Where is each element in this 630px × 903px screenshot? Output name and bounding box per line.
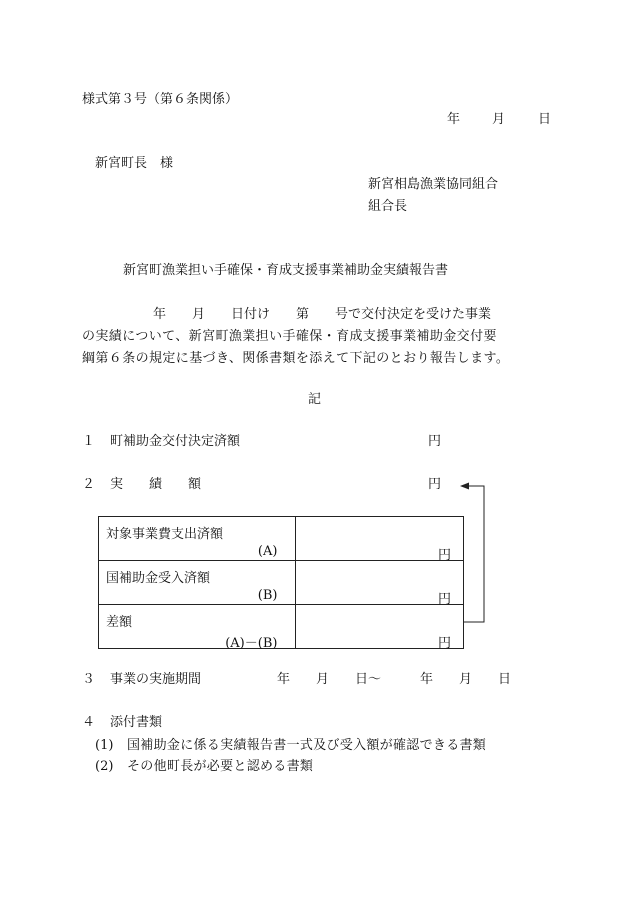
attachment-text: 国補助金に係る実績報告書一式及び受入額が確認できる書類 bbox=[127, 738, 487, 753]
form-header: 様式第３号（第６条関係） bbox=[82, 92, 239, 107]
row-name: 国補助金受入済額 bbox=[106, 571, 211, 586]
attachment-number: (1) bbox=[95, 738, 114, 753]
row-name: 差額 bbox=[106, 615, 133, 630]
attachment-text: その他町長が必要と認める書類 bbox=[127, 759, 314, 774]
date-day: 日 bbox=[538, 112, 552, 127]
row-value-cell bbox=[296, 561, 464, 605]
row-label-cell bbox=[99, 561, 296, 605]
row-unit: 円 bbox=[437, 636, 451, 651]
item-3-label: 事業の実施期間 bbox=[110, 672, 202, 687]
body-line-3: 綱第６条の規定に基づき、関係書類を添えて下記のとおり報告します。 bbox=[82, 351, 510, 366]
difference-arrow-icon bbox=[460, 480, 500, 630]
item-3-period: 年 月 日～ 年 月 日 bbox=[277, 672, 512, 687]
table-row bbox=[99, 517, 464, 561]
row-code: (A)－(B) bbox=[225, 636, 278, 651]
row-unit: 円 bbox=[437, 592, 451, 607]
row-unit: 円 bbox=[437, 548, 451, 563]
body-line-2: の実績について、新宮町漁業担い手確保・育成支援事業補助金交付要 bbox=[82, 329, 497, 344]
document-title: 新宮町漁業担い手確保・育成支援事業補助金実績報告書 bbox=[123, 263, 449, 278]
row-value-cell bbox=[296, 517, 464, 561]
item-2-unit: 円 bbox=[428, 477, 442, 492]
row-code: (A) bbox=[257, 544, 278, 559]
item-3-number: ３ bbox=[82, 672, 96, 687]
row-name: 対象事業費支出済額 bbox=[106, 527, 224, 542]
row-value-cell bbox=[296, 605, 464, 649]
item-4-label: 添付書類 bbox=[110, 715, 163, 730]
date-month: 月 bbox=[492, 112, 506, 127]
item-2-label: 実 績 額 bbox=[110, 477, 202, 492]
attachment-number: (2) bbox=[95, 759, 114, 774]
table-row bbox=[99, 605, 464, 649]
ki-marker: 記 bbox=[308, 392, 322, 407]
item-2-number: ２ bbox=[82, 477, 96, 492]
sender-org: 新宮相島漁業協同組合 bbox=[368, 177, 499, 192]
row-code: (B) bbox=[257, 588, 278, 603]
sender-title: 組合長 bbox=[368, 199, 408, 214]
addressee: 新宮町長 様 bbox=[95, 156, 174, 171]
item-4-number: ４ bbox=[82, 715, 96, 730]
item-1-label: 町補助金交付決定済額 bbox=[110, 434, 241, 449]
body-line-1: 年 月 日付け 第 号で交付決定を受けた事業 bbox=[153, 307, 492, 322]
amounts-table bbox=[98, 516, 464, 649]
row-label-cell bbox=[99, 517, 296, 561]
item-1-unit: 円 bbox=[428, 434, 442, 449]
row-label-cell bbox=[99, 605, 296, 649]
item-1-number: １ bbox=[82, 434, 96, 449]
date-year: 年 bbox=[447, 112, 461, 127]
table-row bbox=[99, 561, 464, 605]
